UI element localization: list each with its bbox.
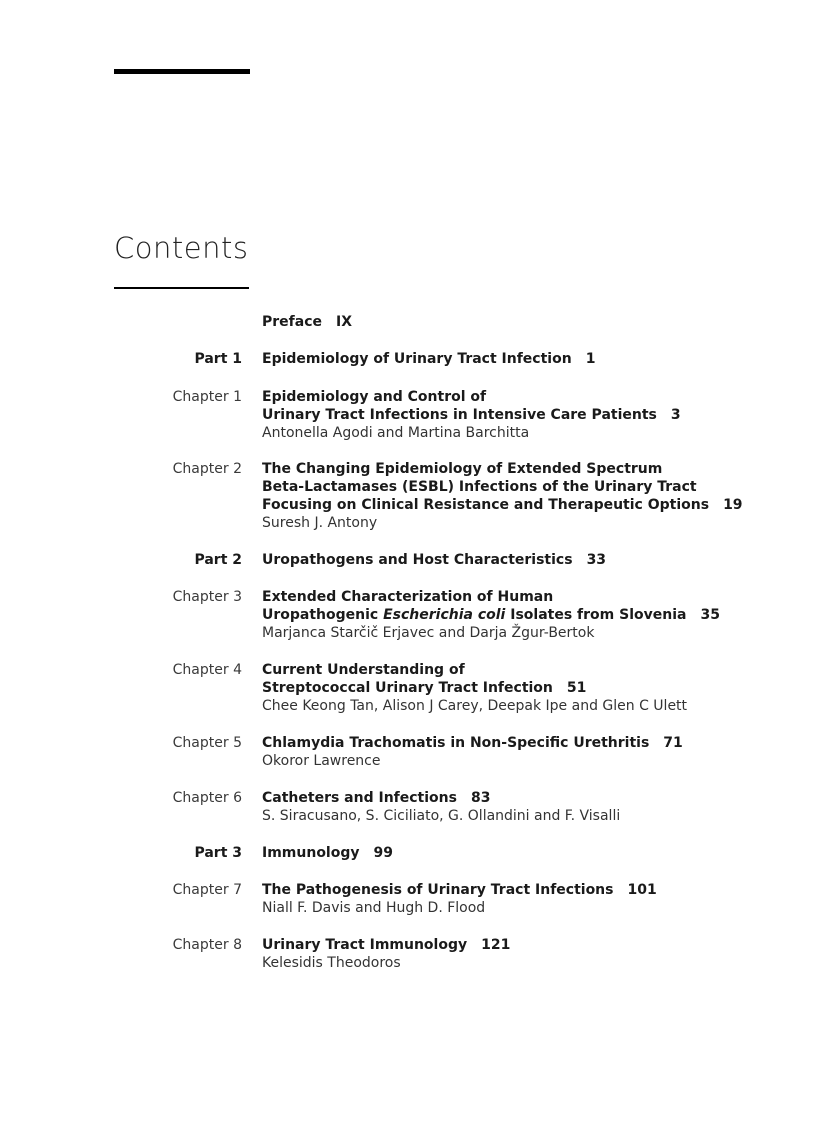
page-number: 3 <box>670 407 681 423</box>
page-number: 121 <box>481 937 511 953</box>
entry-authors: Chee Keong Tan, Alison J Carey, Deepak Ipe and Glen C Ulett <box>262 698 688 714</box>
entry-authors: S. Siracusano, S. Ciciliato, G. Ollandini and F. Visalli <box>262 808 621 824</box>
chapter-label: Chapter 3 <box>172 589 242 605</box>
entry-authors: Antonella Agodi and Martina Barchitta <box>262 425 530 441</box>
entry-authors: Suresh J. Antony <box>262 515 378 531</box>
entry-authors: Marjanca Starčič Erjavec and Darja Žgur-Bertok <box>262 625 595 641</box>
chapter-label: Chapter 8 <box>172 937 242 953</box>
part-label: Part 3 <box>194 845 242 861</box>
page-title: Contents <box>114 231 249 265</box>
part-label: Part 2 <box>194 552 242 568</box>
entry-title-line: Urinary Tract Immunology <box>262 937 468 953</box>
entry-title-line: Extended Characterization of Human <box>262 589 554 605</box>
entry-title: Immunology <box>262 845 360 861</box>
page-number: 101 <box>627 882 657 898</box>
entry-authors: Okoror Lawrence <box>262 753 381 769</box>
entry-title-line: The Changing Epidemiology of Extended Spectrum <box>262 461 663 477</box>
entry-title: Preface <box>262 314 322 330</box>
entry-title-line: Focusing on Clinical Resistance and Therapeutic Options <box>262 497 710 513</box>
entry-authors: Kelesidis Theodoros <box>262 955 401 971</box>
entry-title-line: Current Understanding of <box>262 662 465 678</box>
entry-title-line: Urinary Tract Infections in Intensive Care Patients <box>262 407 657 423</box>
entry-title: Uropathogens and Host Characteristics <box>262 552 573 568</box>
page-number: 35 <box>700 607 720 623</box>
entry-title-line: Catheters and Infections <box>262 790 457 806</box>
page-number: 1 <box>585 351 596 367</box>
chapter-label: Chapter 7 <box>172 882 242 898</box>
part-label: Part 1 <box>194 351 242 367</box>
entry-title-line: Beta-Lactamases (ESBL) Infections of the Urinary Tract <box>262 479 697 495</box>
entry-title-italic: Escherichia coli <box>383 607 506 623</box>
page-number: 19 <box>723 497 743 513</box>
page-number: 71 <box>663 735 683 751</box>
page-number: IX <box>336 314 353 330</box>
page-number: 33 <box>586 552 607 568</box>
top-rule <box>114 69 250 74</box>
entry-title: Epidemiology of Urinary Tract Infection <box>262 351 572 367</box>
entry-title-part: Isolates from Slovenia <box>505 607 687 623</box>
chapter-label: Chapter 5 <box>172 735 242 751</box>
page-number: 99 <box>373 845 393 861</box>
entry-title-line: The Pathogenesis of Urinary Tract Infections <box>262 882 614 898</box>
title-rule <box>114 287 249 289</box>
chapter-label: Chapter 6 <box>172 790 242 806</box>
chapter-label: Chapter 4 <box>172 662 242 678</box>
entry-authors: Niall F. Davis and Hugh D. Flood <box>262 900 486 916</box>
page-number: 51 <box>566 680 587 696</box>
entry-title-part: Uropathogenic <box>262 607 384 623</box>
entry-title-line: Epidemiology and Control of <box>262 389 487 405</box>
chapter-label: Chapter 1 <box>172 389 242 405</box>
entry-title-line: Chlamydia Trachomatis in Non-Specific Urethritis <box>262 735 650 751</box>
page-number: 83 <box>470 790 491 806</box>
entry-title-line: Streptococcal Urinary Tract Infection <box>262 680 553 696</box>
chapter-label: Chapter 2 <box>172 461 242 477</box>
